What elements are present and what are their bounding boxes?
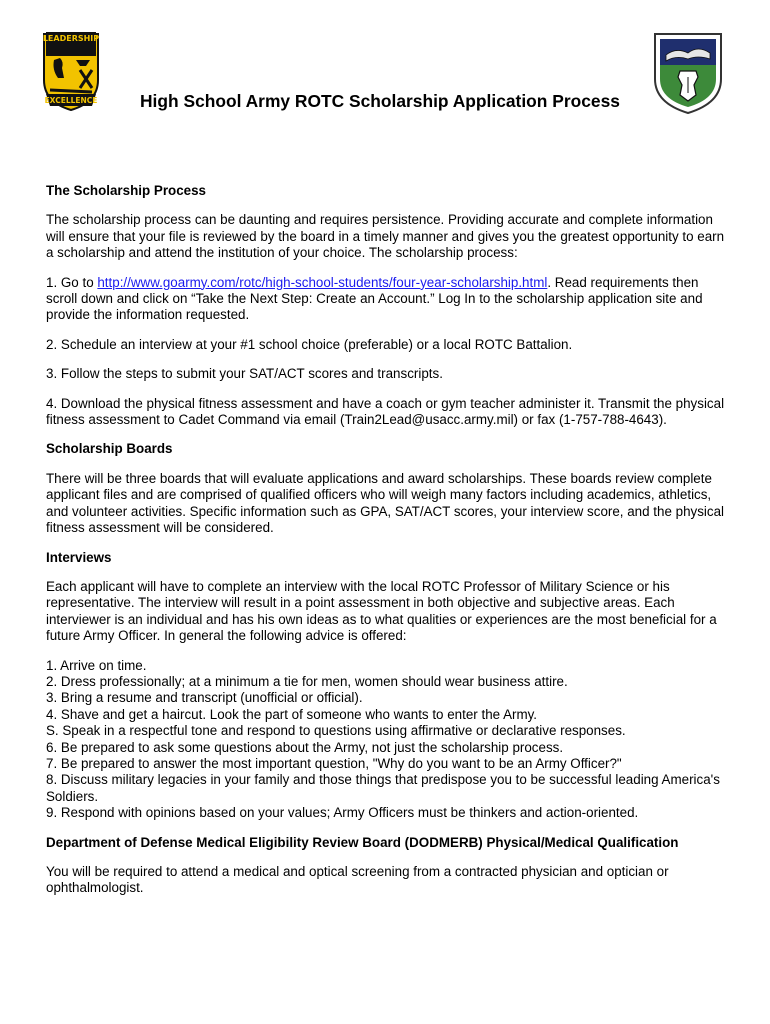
process-intro: The scholarship process can be daunting and requires persistence. Providing accurate and complete information will ensure that your file is reviewed by the board in a timely manner and gives you the greatest opportunity to earn a scholarship and attend the institution of your choice. The scholarship process: xyxy=(46,212,725,261)
step-4: 4. Download the physical fitness assessment and have a coach or gym teacher administer it. Transmit the physical fitness assessment to Cadet Command via email (Train2Lead@usacc.army.mil) or fax (1-757-788-4643). xyxy=(46,395,725,428)
dodmerb-heading: Department of Defense Medical Eligibility Review Board (DODMERB) Physical/Medical Qualification xyxy=(46,834,679,850)
logo-bottom-text: EXCELLENCE xyxy=(44,96,98,105)
step-1-prefix: 1. Go to xyxy=(46,274,98,290)
process-heading: The Scholarship Process xyxy=(46,183,207,198)
interviews-text: Each applicant will have to complete an interview with the local ROTC Professor of Military Science or his representative. The interview will result in a point assessment in both objective and subjective areas. Each interviewer is an individual and has his own ideas as to what qualities or experiences are the most beneficial for a future Army Officer. In general the following advice is offered: xyxy=(46,578,717,644)
step-1-suffix: . Read requirements then scroll down and click on “Take the Next Step: Create an Account.” Log In to the scholarship application site and provide the information requested. xyxy=(46,274,703,323)
list-item: 7. Be prepared to answer the most important question, "Why do you want to be an Army Officer?" xyxy=(46,755,622,771)
interviews-heading: Interviews xyxy=(46,549,112,565)
list-item: S. Speak in a respectful tone and respond to questions using affirmative or declarative responses. xyxy=(46,723,626,739)
logo-top-text: LEADERSHIP xyxy=(42,34,100,43)
battalion-crest-logo xyxy=(652,31,724,115)
boards-text: There will be three boards that will evaluate applications and award scholarships. These boards review complete applicant files and are comprised of qualified officers who will weigh many factors including academics, athletics, and volunteer activities. Specific information such as GPA, SAT/ACT scores, your interview score, and the physical fitness assessment will be considered. xyxy=(46,470,725,536)
list-item: 4. Shave and get a haircut. Look the part of someone who wants to enter the Army. xyxy=(46,706,538,722)
step-2: 2. Schedule an interview at your #1 school choice (preferable) or a local ROTC Battalion. xyxy=(46,336,573,352)
list-item: 2. Dress professionally; at a minimum a tie for men, women should wear business attire. xyxy=(46,673,568,689)
rotc-shield-logo xyxy=(40,30,102,112)
document-body xyxy=(46,183,730,910)
list-item: 8. Discuss military legacies in your family and those things that predispose you to be successful leading America's Soldiers. xyxy=(46,772,720,804)
step-1 xyxy=(46,275,730,324)
dodmerb-text: You will be required to attend a medical and optical screening from a contracted physician and optician or ophthalmologist. xyxy=(46,864,669,896)
list-item: 3. Bring a resume and transcript (unofficial or official). xyxy=(46,690,363,706)
list-item: 9. Respond with opinions based on your values; Army Officers must be thinkers and action-oriented. xyxy=(46,805,639,821)
list-item: 1. Arrive on time. xyxy=(46,657,147,673)
advice-list xyxy=(46,658,730,822)
list-item: 6. Be prepared to ask some questions about the Army, not just the scholarship process. xyxy=(46,739,564,755)
page-title: High School Army ROTC Scholarship Application Process xyxy=(140,91,620,111)
boards-heading: Scholarship Boards xyxy=(46,441,173,457)
goarmy-link[interactable]: http://www.goarmy.com/rotc/high-school-students/four-year-scholarship.html xyxy=(97,274,548,290)
step-3: 3. Follow the steps to submit your SAT/ACT scores and transcripts. xyxy=(46,366,443,382)
